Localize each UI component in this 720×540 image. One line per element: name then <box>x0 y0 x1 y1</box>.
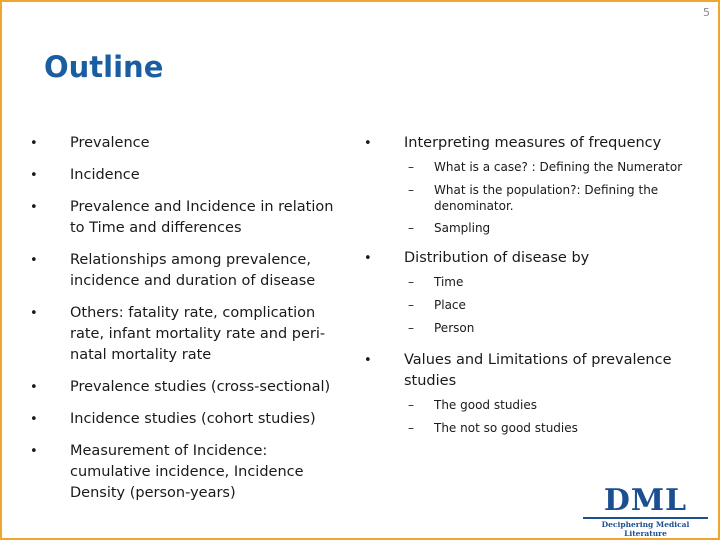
left-item-relationships <box>30 250 350 292</box>
left-item-incidence-studies <box>30 409 350 430</box>
sub-item-label: What is a case? : Defining the Numerator <box>434 160 683 174</box>
sub-item-label: The good studies <box>434 398 538 412</box>
bullet-icon: • <box>30 444 38 459</box>
left-item-label: Incidence <box>70 167 140 183</box>
bullet-icon: • <box>30 380 38 395</box>
sub-item <box>364 397 684 413</box>
bullet-icon: • <box>364 353 372 368</box>
bullet-icon: • <box>30 168 38 183</box>
bullet-icon: • <box>30 200 38 215</box>
bullet-icon: • <box>30 253 38 268</box>
sub-item-label: Sampling <box>434 221 491 235</box>
sub-item-label: The not so good studies <box>434 421 578 435</box>
right-item-label: Distribution of disease by <box>404 250 590 266</box>
right-item-distribution <box>364 248 684 269</box>
left-item-measurement <box>30 441 350 504</box>
left-item-label: Others: fatality rate, complication rate, infant mortality rate and peri-natal mortality rate <box>70 305 326 363</box>
dash-icon: – <box>408 321 414 335</box>
right-column <box>364 131 684 436</box>
sub-item <box>364 159 684 175</box>
logo-tagline: Deciphering Medical Literature <box>583 517 708 538</box>
right-item-label: Values and Limitations of prevalence studies <box>404 352 672 389</box>
left-item-incidence <box>30 165 350 186</box>
left-item-label: Incidence studies (cohort studies) <box>70 411 316 427</box>
logo-mark: DML <box>603 483 688 518</box>
slide-title: Outline <box>44 50 164 84</box>
sub-item-label: Person <box>434 321 475 335</box>
dash-icon: – <box>408 398 414 412</box>
sub-item-label: Time <box>434 275 464 289</box>
dash-icon: – <box>408 221 414 235</box>
dash-icon: – <box>408 421 414 435</box>
bullet-icon: • <box>30 412 38 427</box>
sub-item <box>364 297 684 313</box>
left-item-label: Prevalence <box>70 135 150 151</box>
bullet-icon: • <box>30 306 38 321</box>
page-number: 5 <box>703 6 710 19</box>
sub-item <box>364 182 684 214</box>
sub-item <box>364 320 684 336</box>
left-item-label: Measurement of Incidence: cumulative incidence, Incidence Density (person-years) <box>70 443 304 501</box>
sub-item <box>364 220 684 236</box>
left-item-label: Prevalence and Incidence in relation to Time and differences <box>70 199 334 236</box>
right-item-values <box>364 350 684 392</box>
dash-icon: – <box>408 298 414 312</box>
left-item-time <box>30 197 350 239</box>
sub-item <box>364 274 684 290</box>
bullet-icon: • <box>364 251 372 266</box>
dash-icon: – <box>408 160 414 174</box>
sub-item-label: Place <box>434 298 466 312</box>
left-item-prevalence <box>30 133 350 154</box>
bullet-icon: • <box>364 136 372 151</box>
right-item-interpreting <box>364 133 684 154</box>
sub-item <box>364 420 684 436</box>
dml-logo <box>583 483 708 538</box>
left-item-label: Relationships among prevalence, incidence and duration of disease <box>70 252 316 289</box>
right-item-label: Interpreting measures of frequency <box>404 135 662 151</box>
sub-item-label: What is the population?: Defining the denominator. <box>434 183 659 213</box>
left-item-prevalence-studies <box>30 377 350 398</box>
left-item-label: Prevalence studies (cross-sectional) <box>70 379 331 395</box>
dash-icon: – <box>408 183 414 197</box>
bullet-icon: • <box>30 136 38 151</box>
dash-icon: – <box>408 275 414 289</box>
left-column <box>30 131 350 504</box>
left-item-others <box>30 303 350 366</box>
